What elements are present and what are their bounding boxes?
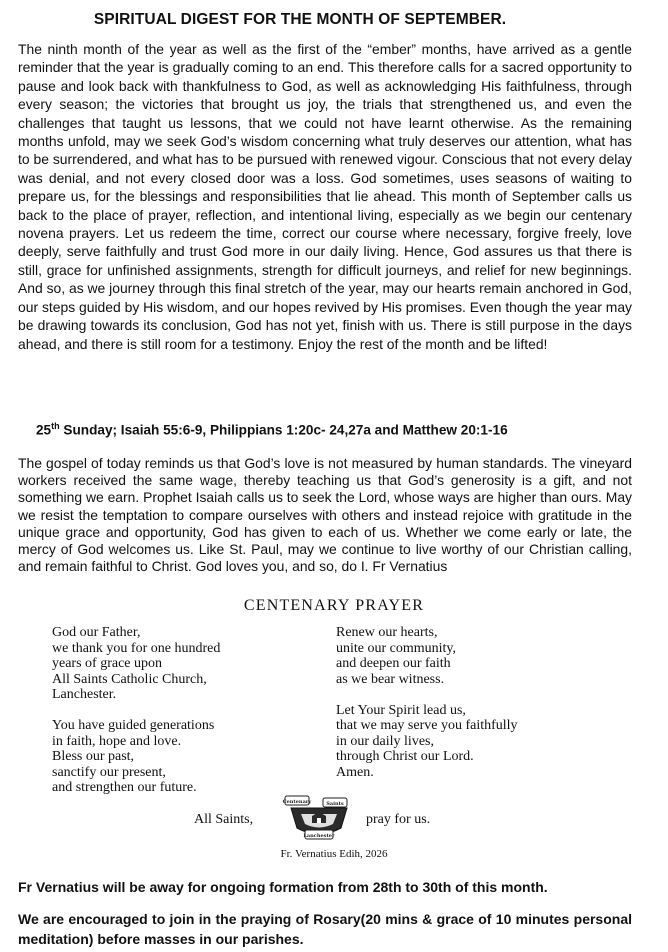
prayer-line: that we may serve you faithfully	[336, 718, 518, 733]
prayer-line: You have guided generations	[52, 718, 215, 733]
digest-paragraph: The ninth month of the year as well as the first of the “ember” months, have arrived as a gentle reminder that the year is gradually coming to an end. This therefore calls for a sacred opportunity to pause and look back with thankfulness to God, as well as acknowledging His faithfulness, through every season; the victories that brought us joy, the trials that strengthened us, and even the challenges that taught us lessons, that we could not have learnt otherwise. As the remaining months unfold, may we seek God’s wisdom concerning what truly deserves our attention, what has to be surrendered, and what has to be pursued with renewed vigour. Conscious that not every delay was denial, and not every closed door was a loss. God sometimes, uses seasons of waiting to prepare us, for the blessings and responsibilities that lie ahead. This month of September calls us back to the place of prayer, reflection, and intentional living, especially as we begin our centenary novena prayers. Let us redeem the time, correct our course where necessary, forgive freely, love deeply, serve faithfully and trust God more in our daily living. Hence, God assures us that there is still, grace for unfinished assignments, strength for difficult journeys, and relief for new beginnings. And so, as we journey through this final stretch of the year, may our hearts remain anchored in God, our steps guided by His wisdom, and our hopes revived by His promises. Even though the year may be drawing towards its conclusion, God has not yet, finish with us. There is still purpose in the days ahead, and there is still room for a testimony. Enjoy the rest of the month and be lifted!	[18, 41, 632, 352]
prayer-right-column	[336, 625, 636, 780]
sunday-readings	[36, 421, 636, 438]
prayer-line: and strengthen our future.	[52, 780, 197, 795]
prayer-line: Renew our hearts,	[336, 625, 438, 640]
prayer-line: Bless our past,	[52, 749, 135, 764]
gospel-reflection: The gospel of today reminds us that God’s love is not measured by human standards. The vineyard workers received the same wage, thereby teaching us that God’s generosity is a gift, and not something we earn. Prophet Isaiah calls us to seek the Lord, whose ways are higher than ours. May we resist the temptation to compare ourselves with others and instead rejoice with gratitude in the unique grace and opportunity, God has given to each of us. Whether we come early or late, the mercy of God welcomes us. Like St. Paul, may we continue to live worthy of our Christian calling, and remain faithful to Christ. God loves you, and so, do I. Fr Vernatius	[18, 455, 632, 575]
prayer-line: through Christ our Lord.	[336, 749, 474, 764]
prayer-left-column	[52, 625, 352, 796]
page-title: SPIRITUAL DIGEST FOR THE MONTH OF SEPTEMBER.	[93, 11, 507, 28]
centenary-logo	[281, 794, 357, 844]
prayer-line: Lanchester.	[52, 687, 117, 702]
prayer-line: sanctify our present,	[52, 764, 166, 780]
prayer-line: in our daily lives,	[336, 733, 434, 749]
stanza-gap	[52, 703, 352, 719]
stanza-gap	[336, 687, 636, 703]
readings-text: Sunday; Isaiah 55:6-9, Philippians 1:20c- 24,27a and Matthew 20:1-16	[59, 422, 508, 438]
prayer-line: and deepen our faith	[336, 656, 451, 671]
logo-banner-bottom: Lanchester	[303, 833, 335, 839]
prayer-line: we thank you for one hundred	[52, 640, 221, 656]
closing-invocation-left: All Saints,	[194, 812, 254, 827]
notice-away: Fr Vernatius will be away for ongoing formation from 28th to 30th of this month.	[18, 879, 548, 895]
prayer-line: Let Your Spirit lead us,	[336, 702, 466, 718]
logo-banner-left: Centenary	[282, 799, 312, 805]
prayer-line: as we bear witness.	[336, 671, 445, 687]
prayer-line: unite our community,	[336, 640, 457, 656]
prayer-line: Amen.	[336, 764, 374, 780]
prayer-line: years of grace upon	[52, 656, 163, 671]
sunday-number: 25	[36, 422, 52, 438]
prayer-line: God our Father,	[52, 625, 141, 640]
prayer-title: CENTENARY PRAYER	[243, 597, 425, 614]
notice-rosary: We are encouraged to join in the praying of Rosary(20 mins & grace of 10 minutes personal meditation) before masses in our parishes.	[18, 911, 632, 947]
prayer-line: in faith, hope and love.	[52, 733, 182, 749]
closing-invocation-right: pray for us.	[366, 812, 431, 827]
prayer-signature: Fr. Vernatius Edih, 2026	[280, 848, 388, 860]
prayer-line: All Saints Catholic Church,	[52, 671, 207, 687]
logo-banner-right: Saints	[326, 801, 344, 807]
sunday-ordinal-suffix: th	[51, 421, 60, 431]
